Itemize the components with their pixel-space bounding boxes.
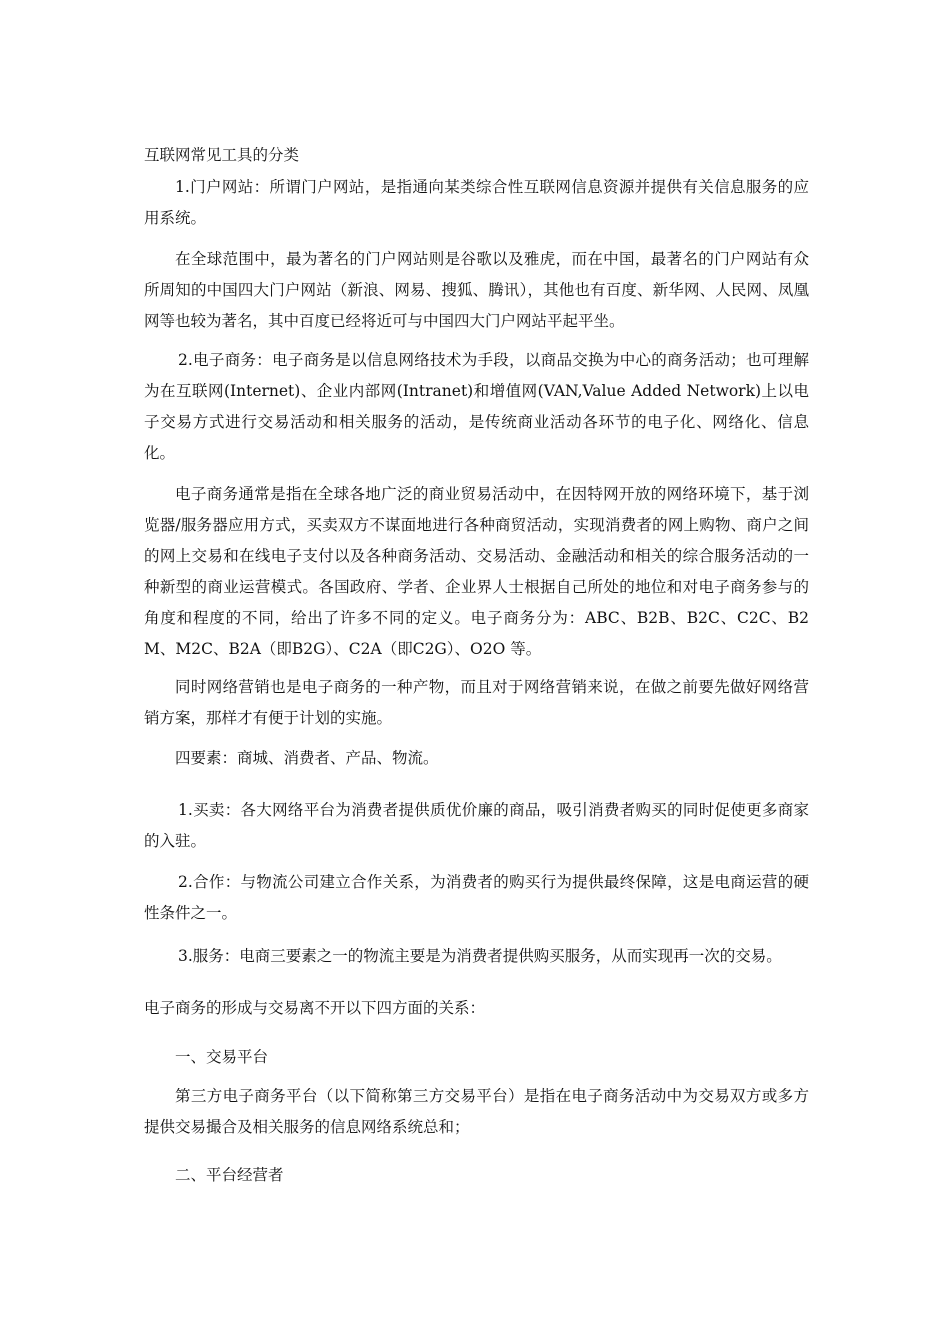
paragraph-four-elements: 四要素：商城、消费者、产品、物流。 (175, 749, 439, 767)
section-heading-platform-operator: 二、平台经营者 (175, 1166, 284, 1184)
section-heading-trading-platform: 一、交易平台 (175, 1048, 269, 1066)
paragraph-ecommerce-detail: 电子商务通常是指在全球各地广泛的商业贸易活动中，在因特网开放的网络环境下，基于浏览器/服务器应用方式，买卖双方不谋面地进行各种商贸活动，实现消费者的网上购物、商户之间的网上交易和在线电子支付以及各种商务活动、交易活动、金融活动和相关的综合服务活动的一种新型的商业运营模式。各国政府、学者、企业界人士根据自己所处的地位和对电子商务参与的角度和程度的不同，给出了许多不同的定义。电子商务分为：ABC、B2B、B2C、C2C、B2M、M2C、B2A（即B2G）、C2A（即C2G）、O2O 等。 (144, 485, 809, 658)
paragraph-four-relations: 电子商务的形成与交易离不开以下四方面的关系： (144, 999, 486, 1017)
paragraph-ecommerce-definition: 2.电子商务：电子商务是以信息网络技术为手段，以商品交换为中心的商务活动；也可理解为在互联网(Internet)、企业内部网(Intranet)和增值网(VAN,Value Added Network)上以电子交易方式进行交易活动和相关服务的活动，是传统商业活动各环节的电子化、网络化、信息化。 (144, 351, 809, 462)
paragraph-third-party-platform: 第三方电子商务平台（以下简称第三方交易平台）是指在电子商务活动中为交易双方或多方提供交易撮合及相关服务的信息网络系统总和； (144, 1087, 809, 1136)
document-title: 互联网常见工具的分类 (144, 146, 300, 164)
paragraph-portal-definition: 1.门户网站：所谓门户网站，是指通向某类综合性互联网信息资源并提供有关信息服务的应用系统。 (144, 178, 809, 227)
paragraph-cooperation: 2.合作：与物流公司建立合作关系，为消费者的购买行为提供最终保障，这是电商运营的硬性条件之一。 (144, 873, 809, 922)
paragraph-buy-sell: 1.买卖：各大网络平台为消费者提供质优价廉的商品，吸引消费者购买的同时促使更多商家的入驻。 (144, 801, 809, 850)
paragraph-network-marketing: 同时网络营销也是电子商务的一种产物，而且对于网络营销来说，在做之前要先做好网络营销方案，那样才有便于计划的实施。 (144, 678, 809, 727)
paragraph-service: 3.服务：电商三要素之一的物流主要是为消费者提供购买服务，从而实现再一次的交易。 (178, 947, 782, 965)
paragraph-portal-examples: 在全球范围中，最为著名的门户网站则是谷歌以及雅虎，而在中国，最著名的门户网站有众所周知的中国四大门户网站（新浪、网易、搜狐、腾讯），其他也有百度、新华网、人民网、凤凰网等也较为著名，其中百度已经将近可与中国四大门户网站平起平坐。 (144, 250, 809, 330)
